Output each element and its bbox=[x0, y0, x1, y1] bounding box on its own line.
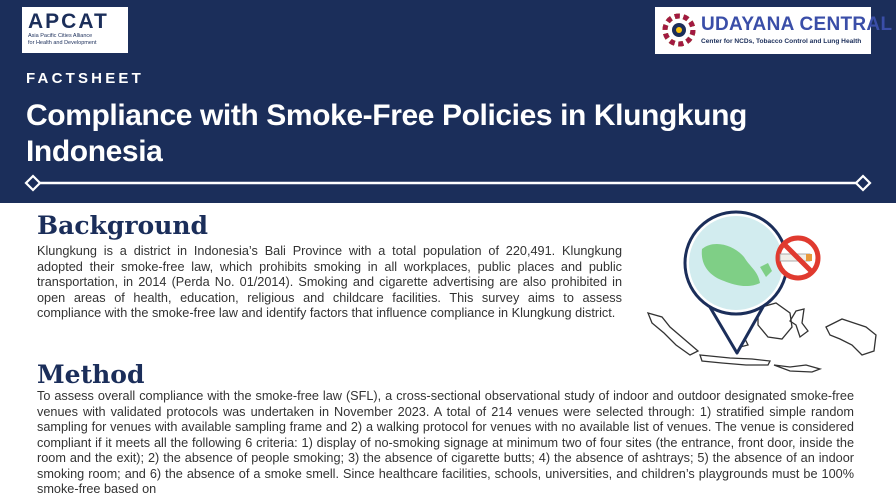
background-heading: Background bbox=[37, 211, 209, 240]
factsheet-kicker: FACTSHEET bbox=[26, 70, 144, 87]
divider-diamond-icon bbox=[26, 176, 40, 190]
udayana-emblem-icon bbox=[661, 12, 697, 48]
page-title: Compliance with Smoke-Free Policies in Klungkung Indonesia bbox=[26, 99, 747, 168]
header-divider bbox=[24, 174, 872, 192]
method-text: To assess overall compliance with the smoke-free law (SFL), a cross-sectional observational study of indoor and outdoor designated smoke-free venues with validated protocols was undertaken in November 2023. A total of 214 venues were selected through: 1) stratified simple random sampling for venues with available sampling frame and 2) a walking protocol for venues with no available list of venues. The venue is considered compliant if it meets all the following 6 criteria: 1) display of no-smoking signage at minimum two of four sites (the entrance, front door, inside the room and the exit); 2) the absence of people smoking; 3) the absence of cigarette butts; 4) the absence of ashtrays; 5) the absence of an indoor smoking room; and 6) the absence of a smoke smell. Since healthcare facilities, schools, universities, and children’s playgrounds must be 100% smoke-free based on bbox=[37, 389, 854, 496]
island-outlines bbox=[648, 303, 876, 372]
udayana-logo-name: UDAYANA CENTRAL bbox=[701, 14, 893, 35]
method-heading: Method bbox=[37, 360, 145, 389]
apcat-logo-subtitle: Asia Pacific Cities Alliance bbox=[28, 33, 93, 39]
divider-diamond-icon bbox=[856, 176, 870, 190]
udayana-logo bbox=[655, 7, 893, 54]
indonesia-map bbox=[640, 205, 880, 375]
apcat-logo bbox=[22, 7, 128, 53]
background-text: Klungkung is a district in Indonesia’s Bali Province with a total population of 220,491. Klungkung adopted their smoke-free law, which prohibits smoking in all workplaces, public places and public transportation, in 2014 (Perda No. 01/2014). Smoking and cigarette advertising are also prohibited in open areas of health, education, religious and childcare facilities. This survey aims to assess compliance with the smoke-free law and identify factors that influence compliance in Klungkung district. bbox=[37, 244, 622, 320]
apcat-logo-name: APCAT bbox=[28, 10, 109, 33]
no-smoking-icon bbox=[778, 238, 818, 278]
location-pin-icon bbox=[685, 212, 787, 353]
udayana-logo-subtitle: Center for NCDs, Tobacco Control and Lung Health bbox=[701, 38, 862, 45]
header-banner bbox=[0, 0, 896, 203]
apcat-logo-subtitle-2: for Health and Development bbox=[28, 39, 97, 46]
